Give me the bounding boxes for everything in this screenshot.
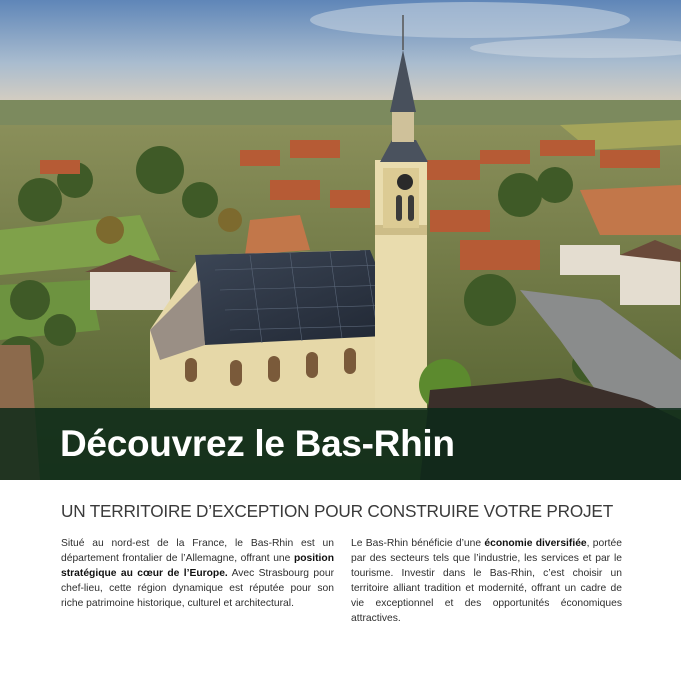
section-subtitle: UN TERRITOIRE D’EXCEPTION POUR CONSTRUIRE VOTRE PROJET xyxy=(61,501,613,521)
paragraph-right-part-2: , portée par des secteurs tels que l’industrie, les services et par le tourisme. Investir dans le Bas-Rhin, c’est choisir un territoire alliant tradition et modernité, offrant un cadre de vie exceptionnel et des opportunités économiques attractives. xyxy=(351,538,622,624)
paragraph-left-part-2: Avec Strasbourg pour chef-lieu, cette région dynamique est réputée pour son riche patrimoine historique, culturel et architectural. xyxy=(61,568,335,609)
paragraph-right xyxy=(351,536,622,626)
paragraph-left-part-1: Situé au nord-est de la France, le Bas-Rhin est un département frontalier de l’Allemagne, offrant une xyxy=(61,538,334,564)
paragraph-right-highlight: économie diversifiée xyxy=(484,538,587,549)
page-title: Découvrez le Bas-Rhin xyxy=(60,423,455,464)
paragraph-left xyxy=(61,536,334,611)
paragraph-right-part-1: Le Bas-Rhin bénéficie d’une xyxy=(351,538,485,549)
paragraph-left-highlight: position stratégique au cœur de l’Europe. xyxy=(61,553,334,579)
